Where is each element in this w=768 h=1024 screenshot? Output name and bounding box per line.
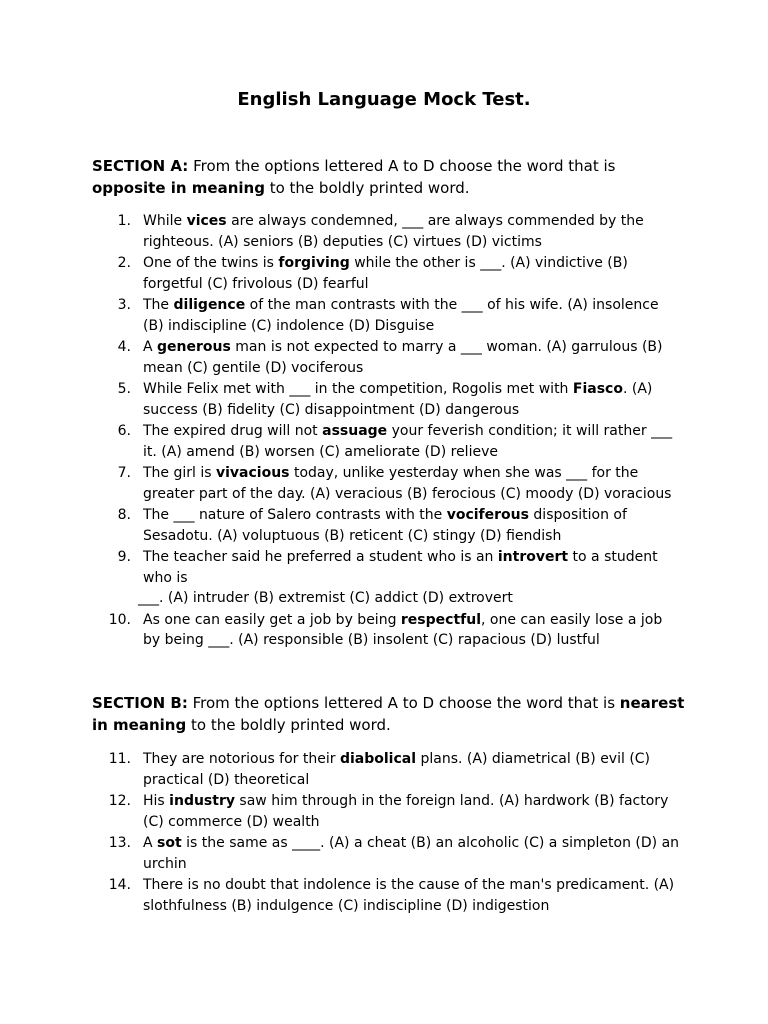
section-b-instructions: [92, 692, 692, 736]
question-keyword: diligence: [173, 297, 246, 313]
section-a-label: SECTION A:: [92, 157, 189, 175]
question-text: One of the twins is: [143, 255, 279, 271]
section-b-question-list: [0, 749, 768, 917]
question-keyword: forgiving: [278, 255, 350, 271]
question-item: [0, 421, 683, 462]
question-keyword: vivacious: [216, 465, 290, 481]
question-text: The: [143, 297, 174, 313]
section-a-text-2: to the boldly printed word.: [264, 179, 470, 197]
question-keyword: vices: [186, 213, 227, 229]
question-item: [0, 295, 683, 336]
question-options: saw him through in the foreign land. (A) hardwork (B) factory (C) commerce (D) wealth: [143, 793, 669, 830]
question-item: [0, 833, 683, 874]
question-options: , one can easily lose a job by being ___. (A) responsible (B) insolent (C) rapacious (D) lustful: [143, 611, 663, 648]
question-item: [0, 211, 683, 252]
question-keyword: sot: [157, 835, 182, 851]
question-text: The girl is: [143, 465, 216, 481]
question-text: The teacher said he preferred a student who is an: [143, 549, 498, 565]
question-keyword: Fiasco: [572, 381, 623, 397]
question-keyword: respectful: [400, 611, 482, 628]
question-number: 12.: [108, 793, 131, 809]
question-item: [0, 875, 683, 916]
question-options: your feverish condition; it will rather ___ it. (A) amend (B) worsen (C) ameliorate (D) relieve: [143, 423, 673, 460]
question-item: [0, 791, 683, 832]
section-a-instructions: [92, 155, 692, 199]
question-text: They are notorious for their: [143, 751, 340, 767]
question-options: while the other is ___. (A) vindictive (B) forgetful (C) frivolous (D) fearful: [143, 255, 628, 292]
question-item: [0, 379, 683, 420]
question-number: 14.: [108, 877, 131, 893]
question-text: The expired drug will not: [143, 423, 323, 439]
question-item: [0, 547, 683, 609]
page-title: English Language Mock Test.: [237, 89, 531, 110]
question-text: His: [143, 793, 170, 809]
section-b-label: SECTION B:: [92, 694, 188, 712]
question-keyword: vociferous: [446, 507, 529, 523]
question-text: A: [143, 339, 158, 355]
question-options: . (A) success (B) fidelity (C) disappointment (D) dangerous: [143, 381, 653, 418]
question-keyword: introvert: [497, 549, 569, 565]
question-text: A: [143, 835, 158, 851]
question-number: 1.: [117, 213, 131, 229]
question-item: [0, 337, 683, 378]
question-number: 7.: [117, 465, 131, 481]
question-options: to a student who is: [143, 549, 658, 586]
question-number: 10.: [108, 611, 131, 628]
question-keyword: diabolical: [339, 751, 417, 767]
question-number: 8.: [117, 507, 131, 523]
question-item: [0, 253, 683, 294]
section-b-emphasis: nearest in meaning: [92, 694, 685, 734]
question-keyword: industry: [169, 793, 235, 809]
question-number: 3.: [117, 297, 131, 313]
section-a-emphasis: opposite in meaning: [92, 179, 265, 197]
section-a-question-list: [0, 211, 768, 652]
question-number: 4.: [117, 339, 131, 355]
question-options: is the same as ____. (A) a cheat (B) an alcoholic (C) a simpleton (D) an urchin: [143, 835, 680, 872]
question-number: 2.: [117, 255, 131, 271]
question-text: The ___ nature of Salero contrasts with the: [143, 507, 447, 523]
question-options: man is not expected to marry a ___ woman. (A) garrulous (B) mean (C) gentile (D) vociferous: [143, 339, 663, 376]
section-b-text-2: to the boldly printed word.: [186, 716, 391, 734]
question-number: 13.: [108, 835, 131, 851]
question-number: 9.: [117, 549, 131, 565]
question-number: 6.: [117, 423, 131, 439]
question-keyword: assuage: [322, 423, 388, 439]
question-item: [0, 749, 683, 790]
question-item: [0, 463, 683, 504]
question-options: of the man contrasts with the ___ of his wife. (A) insolence (B) indiscipline (C) indolence (D) Disguise: [143, 297, 659, 334]
question-options: are always condemned, ___ are always commended by the righteous. (A) seniors (B) deputies (C) virtues (D) victims: [143, 213, 644, 250]
question-text: As one can easily get a job by being: [143, 611, 401, 628]
question-item: [0, 610, 683, 651]
question-options: plans. (A) diametrical (B) evil (C) practical (D) theoretical: [143, 751, 651, 788]
section-a-text-1: From the options lettered A to D choose the word that is: [188, 157, 616, 175]
question-options: today, unlike yesterday when she was ___ for the greater part of the day. (A) veracious (B) ferocious (C) moody (D) voracious: [143, 465, 672, 502]
question-text: There is no doubt that indolence is the cause of the man's predicament. (A) slothfulness (B) indulgence (C) indiscipline (D) indigestion: [143, 877, 675, 914]
question-options: disposition of Sesadotu. (A) voluptuous (B) reticent (C) stingy (D) fiendish: [143, 507, 627, 544]
question-text: While Felix met with ___ in the competition, Rogolis met with: [143, 381, 573, 397]
section-b-text-1: From the options lettered A to D choose the word that is: [187, 694, 620, 712]
question-text: While: [143, 213, 187, 229]
question-keyword: generous: [157, 339, 231, 355]
question-number: 11.: [108, 751, 131, 767]
question-item: [0, 505, 683, 546]
question-number: 5.: [117, 381, 131, 397]
question-options-continued: ___. (A) intruder (B) extremist (C) addict (D) extrovert: [138, 590, 513, 606]
